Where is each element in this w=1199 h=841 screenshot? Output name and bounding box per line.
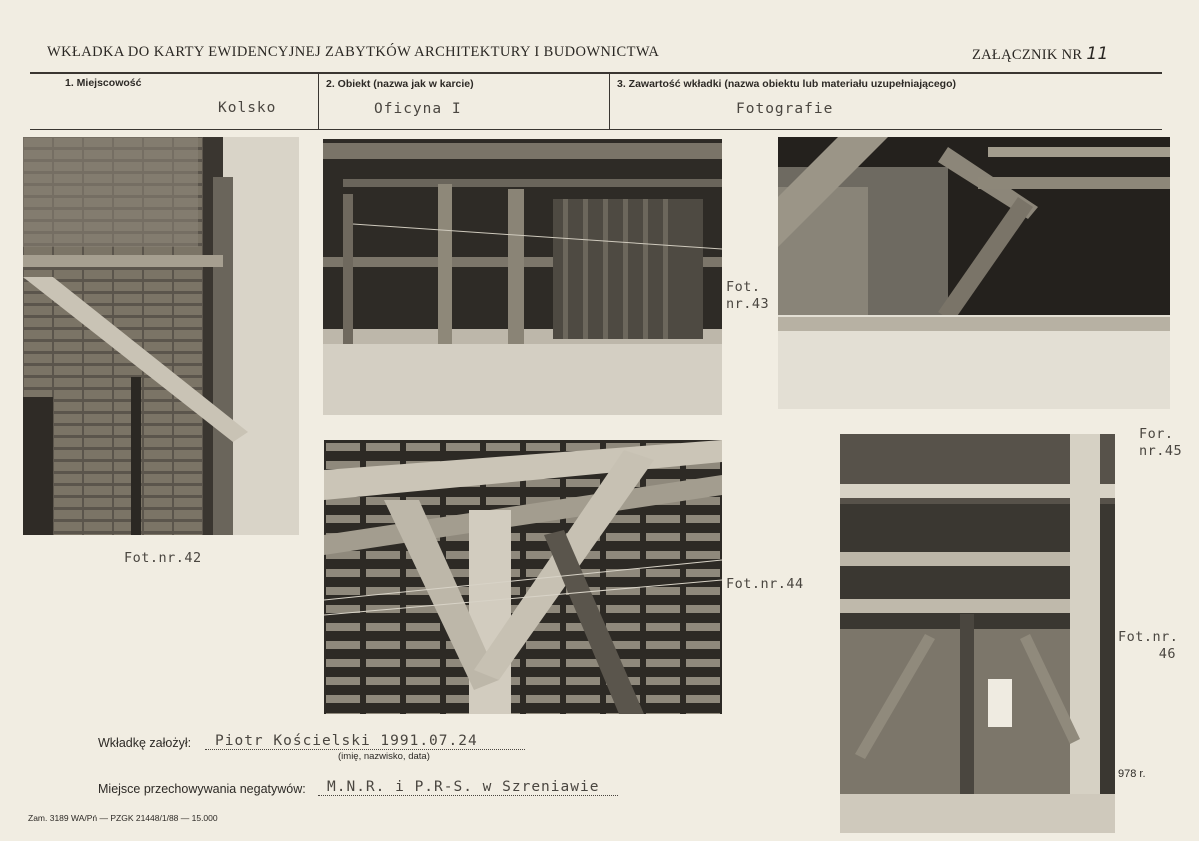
locality-value: Kolsko xyxy=(218,100,277,116)
object-value: Oficyna I xyxy=(374,101,462,117)
print-info: Zam. 3189 WA/Pń — PZGK 21448/1/88 — 15.000 xyxy=(28,813,218,823)
caption-fot46-line1: Fot.nr. xyxy=(1118,629,1179,645)
storage-dotline xyxy=(318,795,618,796)
caption-fot43 xyxy=(726,279,769,313)
field-divider-1 xyxy=(318,74,319,130)
form-title: WKŁADKA DO KARTY EWIDENCYJNEJ ZABYTKÓW ARCHITEKTURY I BUDOWNICTWA xyxy=(47,44,660,60)
contents-label: 3. Zawartość wkładki (nazwa obiektu lub materiału uzupełniającego) xyxy=(617,78,956,90)
locality-label: 1. Miejscowość xyxy=(65,77,142,89)
caption-fot44: Fot.nr.44 xyxy=(726,576,804,592)
annex-label: ZAŁĄCZNIK NR xyxy=(972,47,1083,63)
header-rule-bottom xyxy=(30,129,1162,130)
photo-46 xyxy=(840,434,1115,833)
photo-44 xyxy=(324,440,722,714)
caption-fot45 xyxy=(1139,426,1182,460)
photo-43 xyxy=(323,139,722,415)
founder-dotline xyxy=(205,749,525,750)
year-fragment: 978 r. xyxy=(1118,768,1146,780)
caption-fot45-line1: For. xyxy=(1139,426,1174,442)
contents-value: Fotografie xyxy=(736,101,834,117)
object-label: 2. Obiekt (nazwa jak w karcie) xyxy=(326,78,474,90)
photo-45 xyxy=(778,137,1170,409)
header-rule-top xyxy=(30,72,1162,74)
caption-fot46 xyxy=(1118,629,1178,663)
field-divider-2 xyxy=(609,74,610,130)
founder-value: Piotr Kościelski 1991.07.24 xyxy=(215,733,478,749)
caption-fot45-line2: nr.45 xyxy=(1139,443,1183,459)
caption-fot43-line2: nr.43 xyxy=(726,296,770,312)
caption-fot43-line1: Fot. xyxy=(726,279,761,295)
storage-label: Miejsce przechowywania negatywów: xyxy=(98,782,306,796)
founder-hint: (imię, nazwisko, data) xyxy=(338,751,430,762)
caption-fot46-line2: 46 xyxy=(1158,646,1176,662)
annex-number xyxy=(972,44,1109,64)
founder-label: Wkładkę założył: xyxy=(98,736,192,750)
storage-value: M.N.R. i P.R-S. w Szreniawie xyxy=(327,779,600,795)
photo-42 xyxy=(23,137,299,535)
annex-value: 11 xyxy=(1086,44,1109,64)
caption-fot42: Fot.nr.42 xyxy=(124,550,202,566)
